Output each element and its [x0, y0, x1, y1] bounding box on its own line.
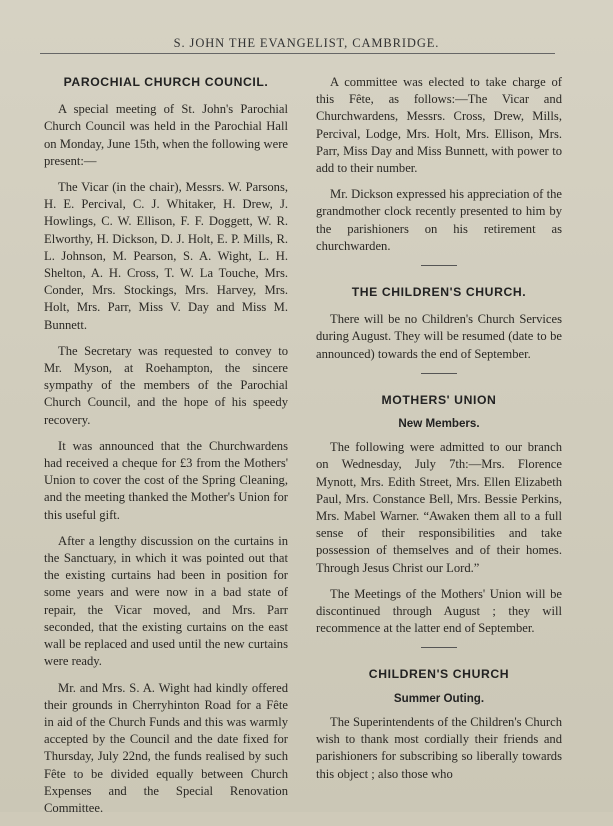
- council-paragraph: The Secretary was requested to convey to Mr. Myson, at Roehampton, the sincere sympathy of the members of the Parochial Church Council, and the hope of his speedy recovery.: [44, 343, 288, 427]
- outing-heading: CHILDREN'S CHURCH: [368, 667, 510, 682]
- childrens-church-paragraph: There will be no Children's Church Services during August. They will be resumed (date to be announced) towards the end of September.: [316, 312, 562, 361]
- mothers-union-subheading: New Members.: [398, 417, 480, 431]
- left-column: [44, 74, 288, 826]
- right-column: [316, 74, 562, 792]
- running-head: S. JOHN THE EVANGELIST, CAMBRIDGE.: [173, 36, 440, 50]
- mothers-union-paragraph: The following were admitted to our branch on Wednesday, July 7th:—Mrs. Florence Mynott, Mrs. Edith Street, Mrs. Ellen Elizabeth Paul, Mrs. Constance Bell, Mrs. Bessie Perkins, Mrs. Mabel Warner. “Awaken them all to a full sense of their responsibilities and take possession of themselves and of their homes. Through Jesus Christ our Lord.”: [316, 440, 562, 575]
- council-paragraph: Mr. Dickson expressed his appreciation of the grandmother clock recently presented to him by the parishioners on his retirement as churchwarden.: [316, 187, 562, 253]
- council-paragraph: A committee was elected to take charge of this Fête, as follows:—The Vicar and Churchwardens, Messrs. Cross, Drew, Mills, Percival, Lodge, Mrs. Holt, Mrs. Ellison, Mrs. Parr, Miss Day and Miss Bunnett, with power to add to their number.: [316, 75, 562, 176]
- outing-subheading: Summer Outing.: [393, 691, 485, 705]
- council-paragraph: It was announced that the Churchwardens had received a cheque for £3 from the Mothers' Union to cover the cost of the Spring Cleaning, and the meeting thanked the Mother's Union for this useful gift.: [44, 438, 288, 522]
- council-paragraph: After a lengthy discussion on the curtains in the Sanctuary, in which it was pointed out that the existing curtains had been in position for some years and were now in a bad state of repair, the Vicar moved, and Mrs. Parr seconded, that the existing curtains on the east wall be replaced and used until the new curtains were ready.: [44, 533, 288, 669]
- mothers-union-paragraph: The Meetings of the Mothers' Union will be discontinued through August ; they will recommence at the latter end of September.: [316, 586, 562, 636]
- section-divider: [421, 647, 457, 648]
- mothers-union-heading: MOTHERS' UNION: [381, 392, 497, 407]
- section-divider: [421, 373, 457, 374]
- council-paragraph: A special meeting of St. John's Parochial Church Council was held in the Parochial Hall on Monday, June 15th, when the following were present:—: [44, 102, 288, 168]
- outing-paragraph: The Superintendents of the Children's Church wish to thank most cordially their friends and parishioners for subscribing so liberally towards this object ; also those who: [316, 714, 562, 781]
- council-heading: PAROCHIAL CHURCH COUNCIL.: [63, 75, 269, 89]
- section-divider: [421, 265, 457, 266]
- council-paragraph: Mr. and Mrs. S. A. Wight had kindly offered their grounds in Cherryhinton Road for a Fête in aid of the Church Funds and this was warmly accepted by the Council and the date fixed for Thursday, July 22nd, the funds realised by such Fête to be divided equally between Church Expenses and the Special Renovation Committee.: [44, 680, 288, 815]
- childrens-church-heading: THE CHILDREN'S CHURCH.: [351, 285, 527, 300]
- header-rule: [40, 53, 555, 54]
- council-paragraph: The Vicar (in the chair), Messrs. W. Parsons, H. E. Percival, C. J. Whitaker, H. Drew, J. Howlings, C. W. Ellison, F. F. Doggett, W. R. Elworthy, H. Dickson, D. J. Holt, E. P. Mills, R. L. Johnson, M. Pearson, S. A. Wight, L. H. Shelton, A. H. Cross, T. W. La Touche, Mrs. Conder, Mrs. Stockings, Mrs. Harvey, Mrs. Holt, Mrs. Parr, Miss V. Day and Miss M. Bunnett.: [44, 180, 288, 332]
